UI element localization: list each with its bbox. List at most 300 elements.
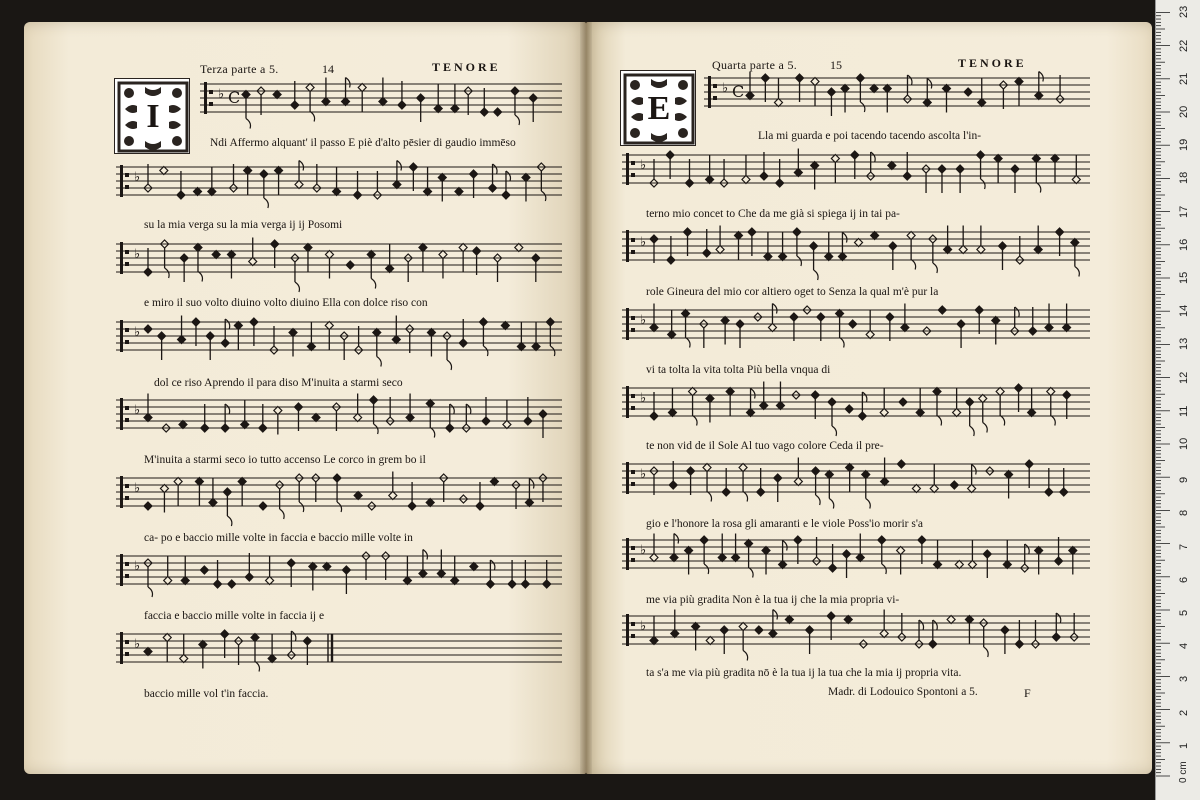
left-lyric-line-2: su la mia verga su la mia verga ij ij Posomi [144,219,343,231]
flat-icon: ♭ [218,87,225,102]
note-mark [1011,165,1019,173]
note-mark [779,253,787,261]
staff [116,394,562,439]
note-mark [346,261,354,269]
note-mark [249,258,257,266]
note-mark [473,247,481,255]
note-mark [965,616,973,624]
right-header: Quarta parte a 5. [712,58,798,72]
staff [622,304,1090,349]
note-mark [957,320,965,328]
note-mark [451,577,459,585]
note-mark [968,561,976,569]
note-mark [306,84,314,92]
clef-icon [626,386,629,418]
note-mark [827,88,835,96]
note-mark [307,343,315,351]
ruler-mark-2: 2 [1178,709,1190,716]
note-mark [221,339,229,347]
flat-icon: ♭ [640,313,647,328]
note-mark [1063,391,1071,399]
ruler-mark-20: 20 [1178,105,1190,118]
note-mark [794,536,802,544]
note-mark [666,151,674,159]
note-mark [923,99,931,107]
right-initial-letter: E [647,90,671,127]
note-mark [163,634,171,642]
note-mark [1051,155,1059,163]
note-mark [979,395,987,403]
note-mark [174,478,182,486]
clef-icon [204,82,207,114]
clef-icon [120,632,123,664]
note-mark [522,174,530,182]
note-mark [825,253,833,261]
note-mark [964,88,972,96]
note-mark [309,563,317,571]
note-mark [794,478,802,486]
note-mark [333,188,341,196]
note-mark [650,412,658,420]
note-mark [144,648,152,656]
measuring-ruler [1155,0,1200,800]
note-mark [476,502,484,510]
note-mark [470,563,478,571]
note-mark [1005,471,1013,479]
note-mark [956,165,964,173]
note-mark [955,561,963,569]
note-mark [451,105,459,113]
note-mark [323,563,331,571]
note-mark [144,268,152,276]
note-mark [866,331,874,339]
ruler-mark-9: 9 [1178,477,1190,484]
note-mark [1001,626,1009,634]
note-mark [769,630,777,638]
note-mark [342,566,350,574]
staff [622,610,1090,661]
note-mark [221,424,229,432]
ruler-mark-4: 4 [1178,643,1190,650]
note-mark [160,167,168,175]
note-mark [271,240,279,248]
ruler-mark-13: 13 [1178,338,1190,351]
note-mark [206,332,214,340]
ruler-unit-label: 0 cm [1178,761,1189,783]
note-mark [508,580,516,588]
note-mark [776,402,784,410]
staff [622,226,1090,281]
note-mark [234,322,242,330]
note-mark [716,246,724,254]
note-mark [503,421,511,429]
clef-icon [120,398,123,430]
ruler-mark-1: 1 [1178,742,1190,749]
note-mark [736,320,744,328]
note-mark [502,191,510,199]
open-book [24,22,1152,774]
note-mark [685,547,693,555]
note-mark [242,91,250,99]
note-mark [354,414,362,422]
note-mark [521,580,529,588]
note-mark [259,502,267,510]
note-mark [517,343,525,351]
note-mark [687,467,695,475]
flat-icon: ♭ [134,170,141,185]
clef-icon [626,462,629,494]
note-mark [739,623,747,631]
note-mark [726,388,734,396]
clef-icon [626,153,629,185]
note-mark [903,172,911,180]
flat-icon: ♭ [134,247,141,262]
flat-icon: ♭ [134,559,141,574]
right-footer-attribution: Madr. di Lodouico Spontoni a 5. [828,686,978,698]
staff [622,458,1090,509]
note-mark [856,554,864,562]
note-mark [950,481,958,489]
note-mark [1032,155,1040,163]
note-mark [942,85,950,93]
note-mark [398,101,406,109]
note-mark [796,74,804,82]
flat-icon: ♭ [640,235,647,250]
note-mark [983,550,991,558]
clef-icon [708,76,711,108]
note-mark [455,188,463,196]
note-mark [811,391,819,399]
note-mark [760,402,768,410]
note-mark [180,254,188,262]
note-mark [373,329,381,337]
note-mark [525,499,533,507]
note-mark [849,320,857,328]
note-mark [427,329,435,337]
note-mark [438,174,446,182]
note-mark [994,155,1002,163]
flat-icon: ♭ [640,158,647,173]
note-mark [790,313,798,321]
note-mark [1025,460,1033,468]
left-page-number: 14 [322,62,334,76]
note-mark [938,165,946,173]
note-mark [1034,246,1042,254]
right-lyric-line-8: ta s'a me via più gradita nō è la tua ij la tua che la mia ij propria vita. [646,667,962,679]
note-mark [178,336,186,344]
note-mark [409,163,417,171]
note-mark [393,181,401,189]
note-mark [845,405,853,413]
note-mark [494,108,502,116]
note-mark [768,324,776,332]
note-mark [287,559,295,567]
note-mark [812,467,820,475]
note-mark [760,172,768,180]
note-mark [899,398,907,406]
note-mark [764,253,772,261]
clef-icon [626,614,629,646]
note-mark [179,421,187,429]
note-mark [668,409,676,417]
note-mark [546,318,554,326]
note-mark [811,78,819,86]
time-signature-icon: C [228,88,241,107]
note-mark [419,570,427,578]
note-mark [755,626,763,634]
note-mark [785,616,793,624]
note-mark [1069,547,1077,555]
note-mark [1003,561,1011,569]
note-mark [227,251,235,259]
note-mark [180,655,188,663]
note-mark [470,170,478,178]
note-mark [700,536,708,544]
left-initial-letter: I [146,98,160,135]
note-mark [244,167,252,175]
staff [622,534,1090,579]
flat-icon: ♭ [134,403,141,418]
note-mark [836,310,844,318]
note-mark [295,181,303,189]
note-mark [268,655,276,663]
note-mark [734,232,742,240]
note-mark [929,640,937,648]
right-lyric-line-5: te non vid de il Sole Al tuo vago colore Ceda il pre- [646,440,884,452]
note-mark [434,105,442,113]
note-mark [144,502,152,510]
note-mark [221,630,229,638]
note-mark [817,313,825,321]
note-mark [862,471,870,479]
note-mark [878,536,886,544]
note-mark [871,232,879,240]
note-mark [490,478,498,486]
note-mark [745,540,753,548]
ruler-mark-8: 8 [1178,510,1190,517]
staff [704,72,1090,117]
note-mark [883,85,891,93]
note-mark [888,162,896,170]
note-mark [774,99,782,107]
note-mark [379,98,387,106]
ruler-mark-5: 5 [1178,609,1190,616]
note-mark [703,464,711,472]
note-mark [930,485,938,493]
note-mark [916,409,924,417]
right-lyric-line-7: me via più gradita Non è la tua ij che la mia propria vi- [646,594,900,606]
note-mark [408,502,416,510]
note-mark [686,179,694,187]
note-mark [304,244,312,252]
note-mark [342,98,350,106]
note-mark [238,478,246,486]
note-mark [880,409,888,417]
note-mark [245,573,253,581]
note-mark [912,485,920,493]
clef-icon [120,165,123,197]
flat-icon: ♭ [640,467,647,482]
left-lyric-line-1: Ndi Affermo alquant' il passo E piè d'alto pēsier di gaudio immēso [210,137,516,149]
note-mark [844,616,852,624]
clef-icon [120,242,123,274]
right-lyric-line-1: Lla mi guarda e poi tacendo tacendo ascolta l'in- [758,130,982,142]
note-mark [668,331,676,339]
note-mark [901,324,909,332]
note-mark [996,388,1004,396]
note-mark [1056,228,1064,236]
ruler-mark-15: 15 [1178,271,1190,284]
note-mark [748,228,756,236]
clef-icon [626,230,629,262]
note-mark [742,176,750,184]
left-page [24,22,586,774]
note-mark [757,488,765,496]
note-mark [831,155,839,163]
note-mark [212,251,220,259]
note-mark [811,162,819,170]
note-mark [650,637,658,645]
note-mark [419,244,427,252]
note-mark [322,98,330,106]
staff [116,472,562,527]
note-mark [650,235,658,243]
staff [622,382,1090,437]
note-mark [386,265,394,273]
note-mark [1055,557,1063,565]
note-mark [199,641,207,649]
note-mark [529,94,537,102]
note-mark [275,167,283,175]
left-lyric-line-7: faccia e baccio mille volte in faccia ij e [144,610,325,622]
note-mark [333,474,341,482]
flat-icon: ♭ [134,325,141,340]
note-mark [437,570,445,578]
note-mark [761,74,769,82]
note-mark [194,188,202,196]
ruler-mark-3: 3 [1178,676,1190,683]
note-mark [880,630,888,638]
ruler-mark-21: 21 [1178,72,1190,85]
note-mark [776,179,784,187]
note-mark [273,91,281,99]
note-mark [747,409,755,417]
note-mark [975,306,983,314]
note-mark [889,242,897,250]
clef-icon [626,308,629,340]
note-mark [223,488,231,496]
note-mark [515,244,523,252]
note-mark [944,246,952,254]
note-mark [934,561,942,569]
book-spine [580,22,592,774]
note-mark [933,388,941,396]
note-mark [667,256,675,264]
note-mark [164,577,172,585]
note-mark [706,637,714,645]
staff [622,149,1090,194]
note-mark [806,626,814,634]
note-mark [354,191,362,199]
ruler-mark-18: 18 [1178,172,1190,185]
note-mark [947,616,955,624]
note-mark [144,414,152,422]
left-header: Terza parte a 5. [200,62,279,76]
note-mark [977,151,985,159]
note-mark [1028,409,1036,417]
staff [116,161,562,209]
note-mark [650,554,658,562]
note-mark [426,499,434,507]
left-lyric-line-3: e miro il suo volto diuino volto diuino Ella con dolce riso con [144,297,428,309]
note-mark [446,424,454,432]
note-mark [856,74,864,82]
note-mark [194,244,202,252]
note-mark [886,313,894,321]
note-mark [367,251,375,259]
note-mark [289,329,297,337]
note-mark [1015,640,1023,648]
note-mark [843,550,851,558]
note-mark [325,251,333,259]
note-mark [389,492,397,500]
note-mark [992,317,1000,325]
note-mark [1045,488,1053,496]
note-mark [1063,324,1071,332]
note-mark [810,242,818,250]
note-mark [794,169,802,177]
note-mark [228,580,236,588]
note-mark [827,612,835,620]
note-mark [274,407,282,415]
note-mark [459,244,467,252]
note-mark [1035,92,1043,100]
note-mark [160,485,168,493]
note-mark [977,246,985,254]
note-mark [968,485,976,493]
note-mark [907,232,915,240]
note-mark [1045,324,1053,332]
note-mark [482,417,490,425]
note-mark [543,580,551,588]
staff [116,630,562,672]
note-mark [392,336,400,344]
note-mark [1072,176,1080,184]
flat-icon: ♭ [640,391,647,406]
note-mark [158,332,166,340]
note-mark [524,417,532,425]
flat-icon: ♭ [722,81,729,96]
flat-icon: ♭ [134,481,141,496]
note-mark [312,414,320,422]
note-mark [358,84,366,92]
note-mark [938,306,946,314]
right-signature-mark: F [1024,686,1031,700]
note-mark [439,251,447,259]
note-mark [793,228,801,236]
note-mark [732,554,740,562]
note-mark [746,92,754,100]
note-mark [241,421,249,429]
note-mark [669,481,677,489]
note-mark [144,325,152,333]
note-mark [201,424,209,432]
note-mark [978,99,986,107]
note-mark [829,564,837,572]
note-mark [532,343,540,351]
note-mark [692,623,700,631]
clef-icon [120,320,123,352]
